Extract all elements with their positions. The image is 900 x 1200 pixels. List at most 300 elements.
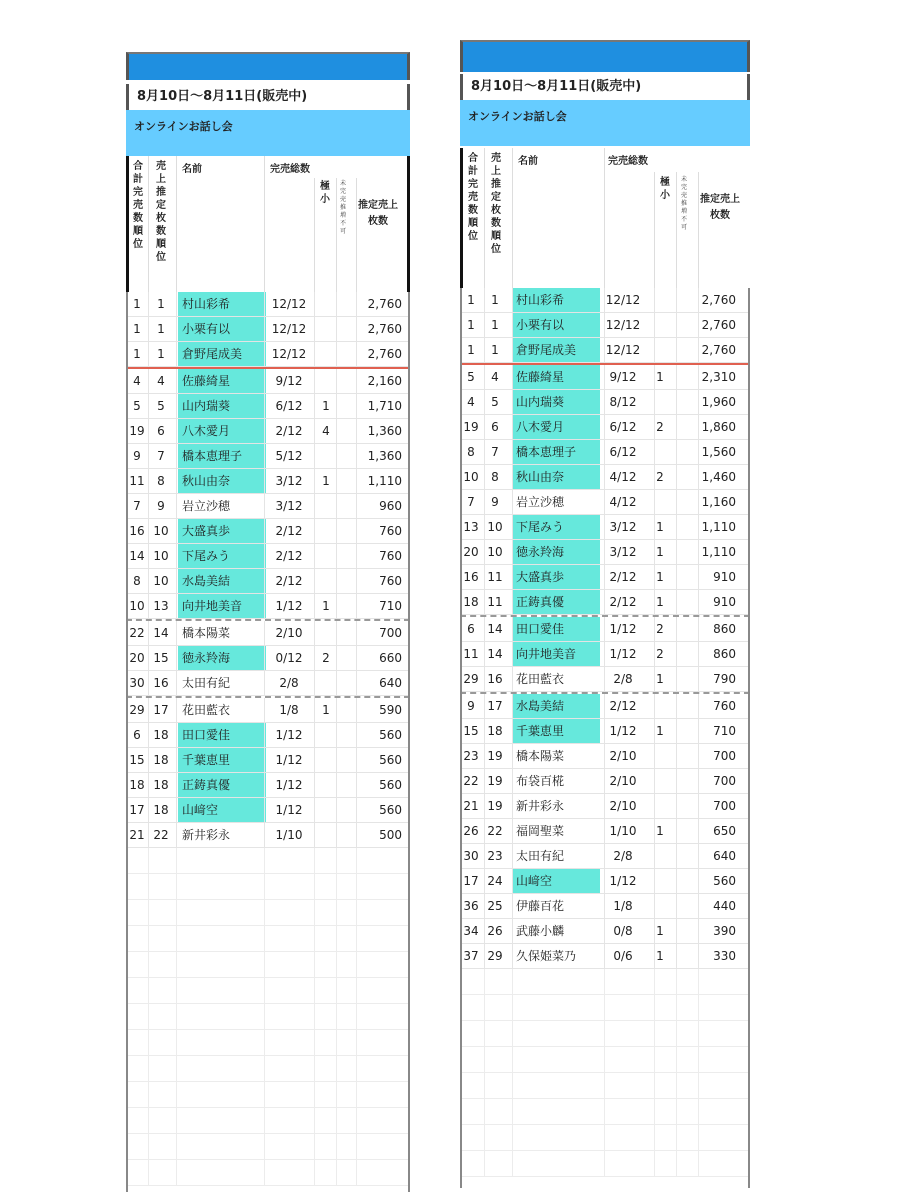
header-rank-total: 合 計 完 売 数 順 位 — [133, 161, 143, 250]
table-row — [126, 444, 410, 469]
rank-total-cell: 6 — [467, 622, 475, 636]
rank-total-cell: 18 — [463, 595, 479, 609]
rank-total-cell: 1 — [133, 297, 141, 311]
estimated-total: 500 — [379, 828, 402, 842]
small-count: 2 — [656, 647, 664, 661]
member-name: 正鋳真優 — [178, 773, 266, 797]
table-row — [460, 642, 750, 667]
sold-out-count: 4/12 — [609, 470, 637, 484]
estimated-total: 710 — [713, 724, 736, 738]
small-count — [316, 544, 336, 568]
rank-sales-cell: 1 — [157, 297, 165, 311]
rank-total-cell: 16 — [129, 524, 145, 538]
estimated-total: 330 — [713, 949, 736, 963]
rank-sales-cell: 18 — [487, 724, 503, 738]
rank-sales-cell: 16 — [153, 676, 169, 690]
member-name: 倉野尾成美 — [512, 338, 600, 362]
small-count — [316, 798, 336, 822]
table-row — [460, 540, 750, 565]
small-count — [316, 369, 336, 393]
empty-row — [126, 848, 410, 874]
header-rank-sales: 売 上 推 定 枚 数 順 位 — [156, 161, 166, 263]
sold-out-count: 2/10 — [275, 626, 303, 640]
rank-total-cell: 11 — [463, 647, 479, 661]
table-row — [126, 748, 410, 773]
sold-out-count: 1/10 — [275, 828, 303, 842]
member-name: 徳永羚海 — [512, 540, 600, 564]
member-name: 山﨑空 — [178, 798, 266, 822]
member-name: 山﨑空 — [512, 869, 600, 893]
sold-out-count: 6/12 — [609, 445, 637, 459]
rank-total-cell: 1 — [467, 293, 475, 307]
member-name: 橋本陽菜 — [182, 626, 231, 640]
table-row — [460, 338, 750, 363]
estimated-total: 910 — [713, 595, 736, 609]
empty-row — [126, 1056, 410, 1082]
rank-sales-cell: 10 — [487, 545, 503, 559]
rank-sales-cell: 26 — [487, 924, 503, 938]
member-name: 橋本恵理子 — [178, 444, 266, 468]
estimated-total: 700 — [713, 774, 736, 788]
estimated-total: 700 — [713, 799, 736, 813]
table-row — [460, 794, 750, 819]
table-row — [126, 798, 410, 823]
estimated-total: 1,110 — [701, 520, 736, 534]
small-count: 1 — [656, 545, 664, 559]
small-count — [316, 823, 336, 847]
estimated-total: 700 — [713, 749, 736, 763]
rank-sales-cell: 19 — [487, 749, 503, 763]
sold-out-count: 1/12 — [275, 803, 303, 817]
small-count — [650, 844, 670, 868]
rank-sales-cell: 14 — [487, 622, 503, 636]
sold-out-count: 1/12 — [609, 874, 637, 888]
table-row — [460, 617, 750, 642]
sold-out-count: 0/8 — [613, 924, 633, 938]
small-count: 4 — [322, 424, 330, 438]
table-row — [460, 490, 750, 515]
sold-out-count: 2/12 — [275, 424, 303, 438]
estimated-total: 1,560 — [701, 445, 736, 459]
rank-total-cell: 22 — [463, 774, 479, 788]
table-row — [460, 894, 750, 919]
empty-row — [126, 900, 410, 926]
empty-row — [460, 969, 750, 995]
table-row — [126, 544, 410, 569]
member-name: 武藤小麟 — [516, 924, 565, 938]
rank-total-cell: 15 — [129, 753, 145, 767]
estimated-total: 560 — [379, 753, 402, 767]
member-name: 山内瑞葵 — [178, 394, 266, 418]
rank-sales-cell: 17 — [153, 703, 169, 717]
member-name: 下尾みう — [178, 544, 266, 568]
sold-out-count: 2/12 — [275, 549, 303, 563]
estimated-total: 1,460 — [701, 470, 736, 484]
rank-sales-cell: 10 — [153, 549, 169, 563]
table-row — [126, 594, 410, 619]
small-count — [650, 769, 670, 793]
small-count — [650, 490, 670, 514]
member-name: 久保姫菜乃 — [516, 949, 577, 963]
table-row — [460, 667, 750, 692]
estimated-total: 2,310 — [701, 370, 736, 384]
estimated-total: 1,960 — [701, 395, 736, 409]
table-row — [126, 369, 410, 394]
table-row — [126, 671, 410, 696]
rank-sales-cell: 18 — [153, 728, 169, 742]
empty-row — [460, 1125, 750, 1151]
small-count: 1 — [656, 370, 664, 384]
member-name: 向井地美音 — [512, 642, 600, 666]
small-count — [650, 288, 670, 312]
column-headers — [126, 156, 410, 292]
estimated-total: 2,760 — [367, 322, 402, 336]
empty-row — [126, 1082, 410, 1108]
small-count — [650, 440, 670, 464]
table-row — [126, 621, 410, 646]
rank-sales-cell: 6 — [157, 424, 165, 438]
rank-total-cell: 7 — [133, 499, 141, 513]
rank-sales-cell: 22 — [487, 824, 503, 838]
table-row — [460, 390, 750, 415]
rank-total-cell: 21 — [463, 799, 479, 813]
rank-total-cell: 8 — [467, 445, 475, 459]
member-name: 田口愛佳 — [178, 723, 266, 747]
member-name: 八木愛月 — [178, 419, 266, 443]
rank-total-cell: 10 — [463, 470, 479, 484]
estimated-total: 1,360 — [367, 449, 402, 463]
sold-out-count: 1/12 — [275, 728, 303, 742]
empty-row — [126, 1160, 410, 1186]
rank-sales-cell: 29 — [487, 949, 503, 963]
header-rank-total: 合 計 完 売 数 順 位 — [468, 153, 478, 242]
estimated-total: 2,760 — [367, 347, 402, 361]
sold-out-count: 9/12 — [609, 370, 637, 384]
table-row — [460, 440, 750, 465]
member-name: 大盛真歩 — [512, 565, 600, 589]
estimated-total: 1,360 — [367, 424, 402, 438]
member-name: 太田有紀 — [182, 676, 231, 690]
table-row — [460, 744, 750, 769]
table-row — [126, 292, 410, 317]
sold-out-count: 2/8 — [279, 676, 299, 690]
small-count — [316, 519, 336, 543]
rank-total-cell: 26 — [463, 824, 479, 838]
estimated-total: 560 — [379, 778, 402, 792]
rank-sales-cell: 16 — [487, 672, 503, 686]
small-count: 1 — [656, 570, 664, 584]
rank-total-cell: 13 — [463, 520, 479, 534]
small-count: 1 — [322, 399, 330, 413]
table-row — [460, 288, 750, 313]
rank-total-cell: 10 — [129, 599, 145, 613]
small-count: 1 — [656, 824, 664, 838]
rank-sales-cell: 1 — [491, 293, 499, 307]
sold-out-count: 0/12 — [275, 651, 303, 665]
header-small: 極 小 — [320, 181, 330, 205]
estimated-total: 910 — [713, 570, 736, 584]
member-name: 正鋳真優 — [512, 590, 600, 614]
member-name: 布袋百椛 — [516, 774, 565, 788]
small-count: 1 — [656, 595, 664, 609]
rank-sales-cell: 11 — [487, 570, 503, 584]
table-row — [460, 819, 750, 844]
header-estimated-total: 推定売上枚数 — [358, 200, 398, 227]
header-sold-total: 完売総数 — [608, 156, 648, 167]
sold-out-count: 2/12 — [609, 570, 637, 584]
member-name: 佐藤綺星 — [512, 365, 600, 389]
rank-sales-cell: 5 — [157, 399, 165, 413]
sold-out-count: 12/12 — [605, 318, 641, 332]
member-name: 福岡聖菜 — [516, 824, 565, 838]
table-row — [126, 646, 410, 671]
member-name: 大盛真歩 — [178, 519, 266, 543]
rank-sales-cell: 9 — [491, 495, 499, 509]
rank-sales-cell: 22 — [153, 828, 169, 842]
estimated-total: 560 — [713, 874, 736, 888]
rank-sales-cell: 8 — [157, 474, 165, 488]
header-rank-sales: 売 上 推 定 枚 数 順 位 — [491, 153, 501, 255]
rank-sales-cell: 14 — [487, 647, 503, 661]
rank-total-cell: 30 — [463, 849, 479, 863]
empty-row — [126, 1108, 410, 1134]
empty-row — [126, 1004, 410, 1030]
sold-out-count: 4/12 — [609, 495, 637, 509]
rank-sales-cell: 8 — [491, 470, 499, 484]
rank-total-cell: 9 — [467, 699, 475, 713]
estimated-total: 790 — [713, 672, 736, 686]
rank-total-cell: 18 — [129, 778, 145, 792]
sold-out-count: 2/8 — [613, 672, 633, 686]
estimated-total: 1,110 — [367, 474, 402, 488]
member-name: 倉野尾成美 — [178, 342, 266, 366]
table-row — [460, 313, 750, 338]
rank-sales-cell: 18 — [153, 753, 169, 767]
left-table-body — [126, 292, 410, 1186]
header-tiny-note: 未 完 売 推 増 不 可 — [680, 176, 687, 231]
rank-sales-cell: 18 — [153, 778, 169, 792]
member-name: 水島美結 — [512, 694, 600, 718]
rank-sales-cell: 17 — [487, 699, 503, 713]
table-row — [126, 394, 410, 419]
rank-total-cell: 17 — [129, 803, 145, 817]
small-count: 2 — [322, 651, 330, 665]
header-bar — [460, 40, 750, 72]
estimated-total: 760 — [379, 549, 402, 563]
small-count: 2 — [656, 420, 664, 434]
table-row — [460, 719, 750, 744]
rank-total-cell: 36 — [463, 899, 479, 913]
table-row — [126, 519, 410, 544]
rank-sales-cell: 6 — [491, 420, 499, 434]
sold-out-count: 12/12 — [271, 322, 307, 336]
small-count: 1 — [656, 520, 664, 534]
rank-total-cell: 29 — [129, 703, 145, 717]
estimated-total: 440 — [713, 899, 736, 913]
member-name: 太田有紀 — [516, 849, 565, 863]
sold-out-count: 5/12 — [275, 449, 303, 463]
table-row — [126, 773, 410, 798]
sold-out-count: 1/8 — [279, 703, 299, 717]
rank-sales-cell: 19 — [487, 799, 503, 813]
period-title: 8月10日〜8月11日(販売中) — [126, 84, 410, 110]
rank-total-cell: 23 — [463, 749, 479, 763]
header-sold-total: 完売総数 — [270, 164, 310, 175]
rank-total-cell: 15 — [463, 724, 479, 738]
small-count — [316, 671, 336, 695]
member-name: 八木愛月 — [512, 415, 600, 439]
estimated-total: 760 — [379, 574, 402, 588]
empty-row — [460, 1073, 750, 1099]
member-name: 伊藤百花 — [516, 899, 565, 913]
rank-total-cell: 1 — [133, 322, 141, 336]
sold-out-count: 2/8 — [613, 849, 633, 863]
empty-row — [126, 952, 410, 978]
rank-sales-cell: 15 — [153, 651, 169, 665]
sold-out-count: 3/12 — [275, 499, 303, 513]
rank-sales-cell: 25 — [487, 899, 503, 913]
empty-row — [126, 874, 410, 900]
member-name: 岩立沙穂 — [516, 495, 565, 509]
small-count — [650, 313, 670, 337]
header-name: 名前 — [182, 164, 202, 175]
rank-sales-cell: 11 — [487, 595, 503, 609]
sold-out-count: 1/12 — [609, 647, 637, 661]
sold-out-count: 1/12 — [609, 724, 637, 738]
rank-total-cell: 5 — [133, 399, 141, 413]
small-count — [316, 723, 336, 747]
small-count — [650, 744, 670, 768]
member-name: 村山彩希 — [512, 288, 600, 312]
rank-total-cell: 7 — [467, 495, 475, 509]
sold-out-count: 1/8 — [613, 899, 633, 913]
right-table-body — [460, 288, 750, 1177]
rank-total-cell: 37 — [463, 949, 479, 963]
estimated-total: 1,860 — [701, 420, 736, 434]
member-name: 佐藤綺星 — [178, 369, 266, 393]
sold-out-count: 3/12 — [609, 520, 637, 534]
empty-row — [460, 1047, 750, 1073]
estimated-total: 710 — [379, 599, 402, 613]
sold-out-count: 1/12 — [275, 599, 303, 613]
table-row — [460, 365, 750, 390]
rank-sales-cell: 1 — [491, 343, 499, 357]
table-row — [460, 769, 750, 794]
estimated-total: 2,760 — [701, 293, 736, 307]
rank-total-cell: 22 — [129, 626, 145, 640]
table-row — [126, 317, 410, 342]
small-count — [316, 569, 336, 593]
table-row — [126, 469, 410, 494]
rank-total-cell: 16 — [463, 570, 479, 584]
small-count — [650, 694, 670, 718]
estimated-total: 640 — [379, 676, 402, 690]
sold-out-count: 12/12 — [271, 347, 307, 361]
empty-row — [126, 978, 410, 1004]
rank-total-cell: 21 — [129, 828, 145, 842]
header-name: 名前 — [518, 156, 538, 167]
table-row — [460, 465, 750, 490]
small-count: 1 — [322, 599, 330, 613]
table-row — [126, 823, 410, 848]
member-name: 村山彩希 — [178, 292, 266, 316]
rank-total-cell: 14 — [129, 549, 145, 563]
member-name: 下尾みう — [512, 515, 600, 539]
estimated-total: 560 — [379, 728, 402, 742]
sold-out-count: 9/12 — [275, 374, 303, 388]
member-name: 向井地美音 — [178, 594, 266, 618]
rank-sales-cell: 7 — [157, 449, 165, 463]
estimated-total: 960 — [379, 499, 402, 513]
estimated-total: 640 — [713, 849, 736, 863]
sold-out-count: 2/12 — [609, 699, 637, 713]
rank-sales-cell: 18 — [153, 803, 169, 817]
member-name: 花田藍衣 — [182, 703, 231, 717]
empty-row — [126, 1030, 410, 1056]
sold-out-count: 2/10 — [609, 799, 637, 813]
sold-out-count: 8/12 — [609, 395, 637, 409]
event-label: オンラインお話し会 — [460, 100, 750, 146]
empty-row — [460, 1151, 750, 1177]
rank-total-cell: 4 — [133, 374, 141, 388]
member-name: 水島美結 — [178, 569, 266, 593]
small-count — [316, 342, 336, 366]
estimated-total: 700 — [379, 626, 402, 640]
rank-sales-cell: 10 — [153, 574, 169, 588]
rank-sales-cell: 4 — [157, 374, 165, 388]
member-name: 新井彩永 — [516, 799, 565, 813]
sold-out-count: 12/12 — [605, 293, 641, 307]
estimated-total: 760 — [713, 699, 736, 713]
estimated-total: 860 — [713, 647, 736, 661]
rank-total-cell: 19 — [463, 420, 479, 434]
member-name: 新井彩永 — [182, 828, 231, 842]
rank-sales-cell: 5 — [491, 395, 499, 409]
header-bar — [126, 52, 410, 80]
small-count: 1 — [656, 672, 664, 686]
rank-sales-cell: 4 — [491, 370, 499, 384]
sold-out-count: 2/12 — [609, 595, 637, 609]
table-row — [460, 694, 750, 719]
rank-total-cell: 8 — [133, 574, 141, 588]
table-row — [460, 590, 750, 615]
rank-sales-cell: 9 — [157, 499, 165, 513]
rank-total-cell: 1 — [133, 347, 141, 361]
sold-out-count: 6/12 — [275, 399, 303, 413]
period-title: 8月10日〜8月11日(販売中) — [460, 74, 750, 100]
small-count — [316, 317, 336, 341]
empty-row — [126, 1134, 410, 1160]
rank-total-cell: 17 — [463, 874, 479, 888]
small-count — [650, 894, 670, 918]
table-row — [460, 869, 750, 894]
small-count: 2 — [656, 622, 664, 636]
rank-sales-cell: 10 — [487, 520, 503, 534]
sold-out-count: 0/6 — [613, 949, 633, 963]
sold-out-count: 2/12 — [275, 574, 303, 588]
small-count: 1 — [656, 949, 664, 963]
table-row — [460, 919, 750, 944]
member-name: 岩立沙穂 — [182, 499, 231, 513]
member-name: 橋本陽菜 — [516, 749, 565, 763]
rank-sales-cell: 23 — [487, 849, 503, 863]
rank-sales-cell: 1 — [491, 318, 499, 332]
empty-row — [460, 1021, 750, 1047]
table-row — [126, 698, 410, 723]
rank-total-cell: 9 — [133, 449, 141, 463]
small-count — [650, 794, 670, 818]
table-row — [460, 415, 750, 440]
